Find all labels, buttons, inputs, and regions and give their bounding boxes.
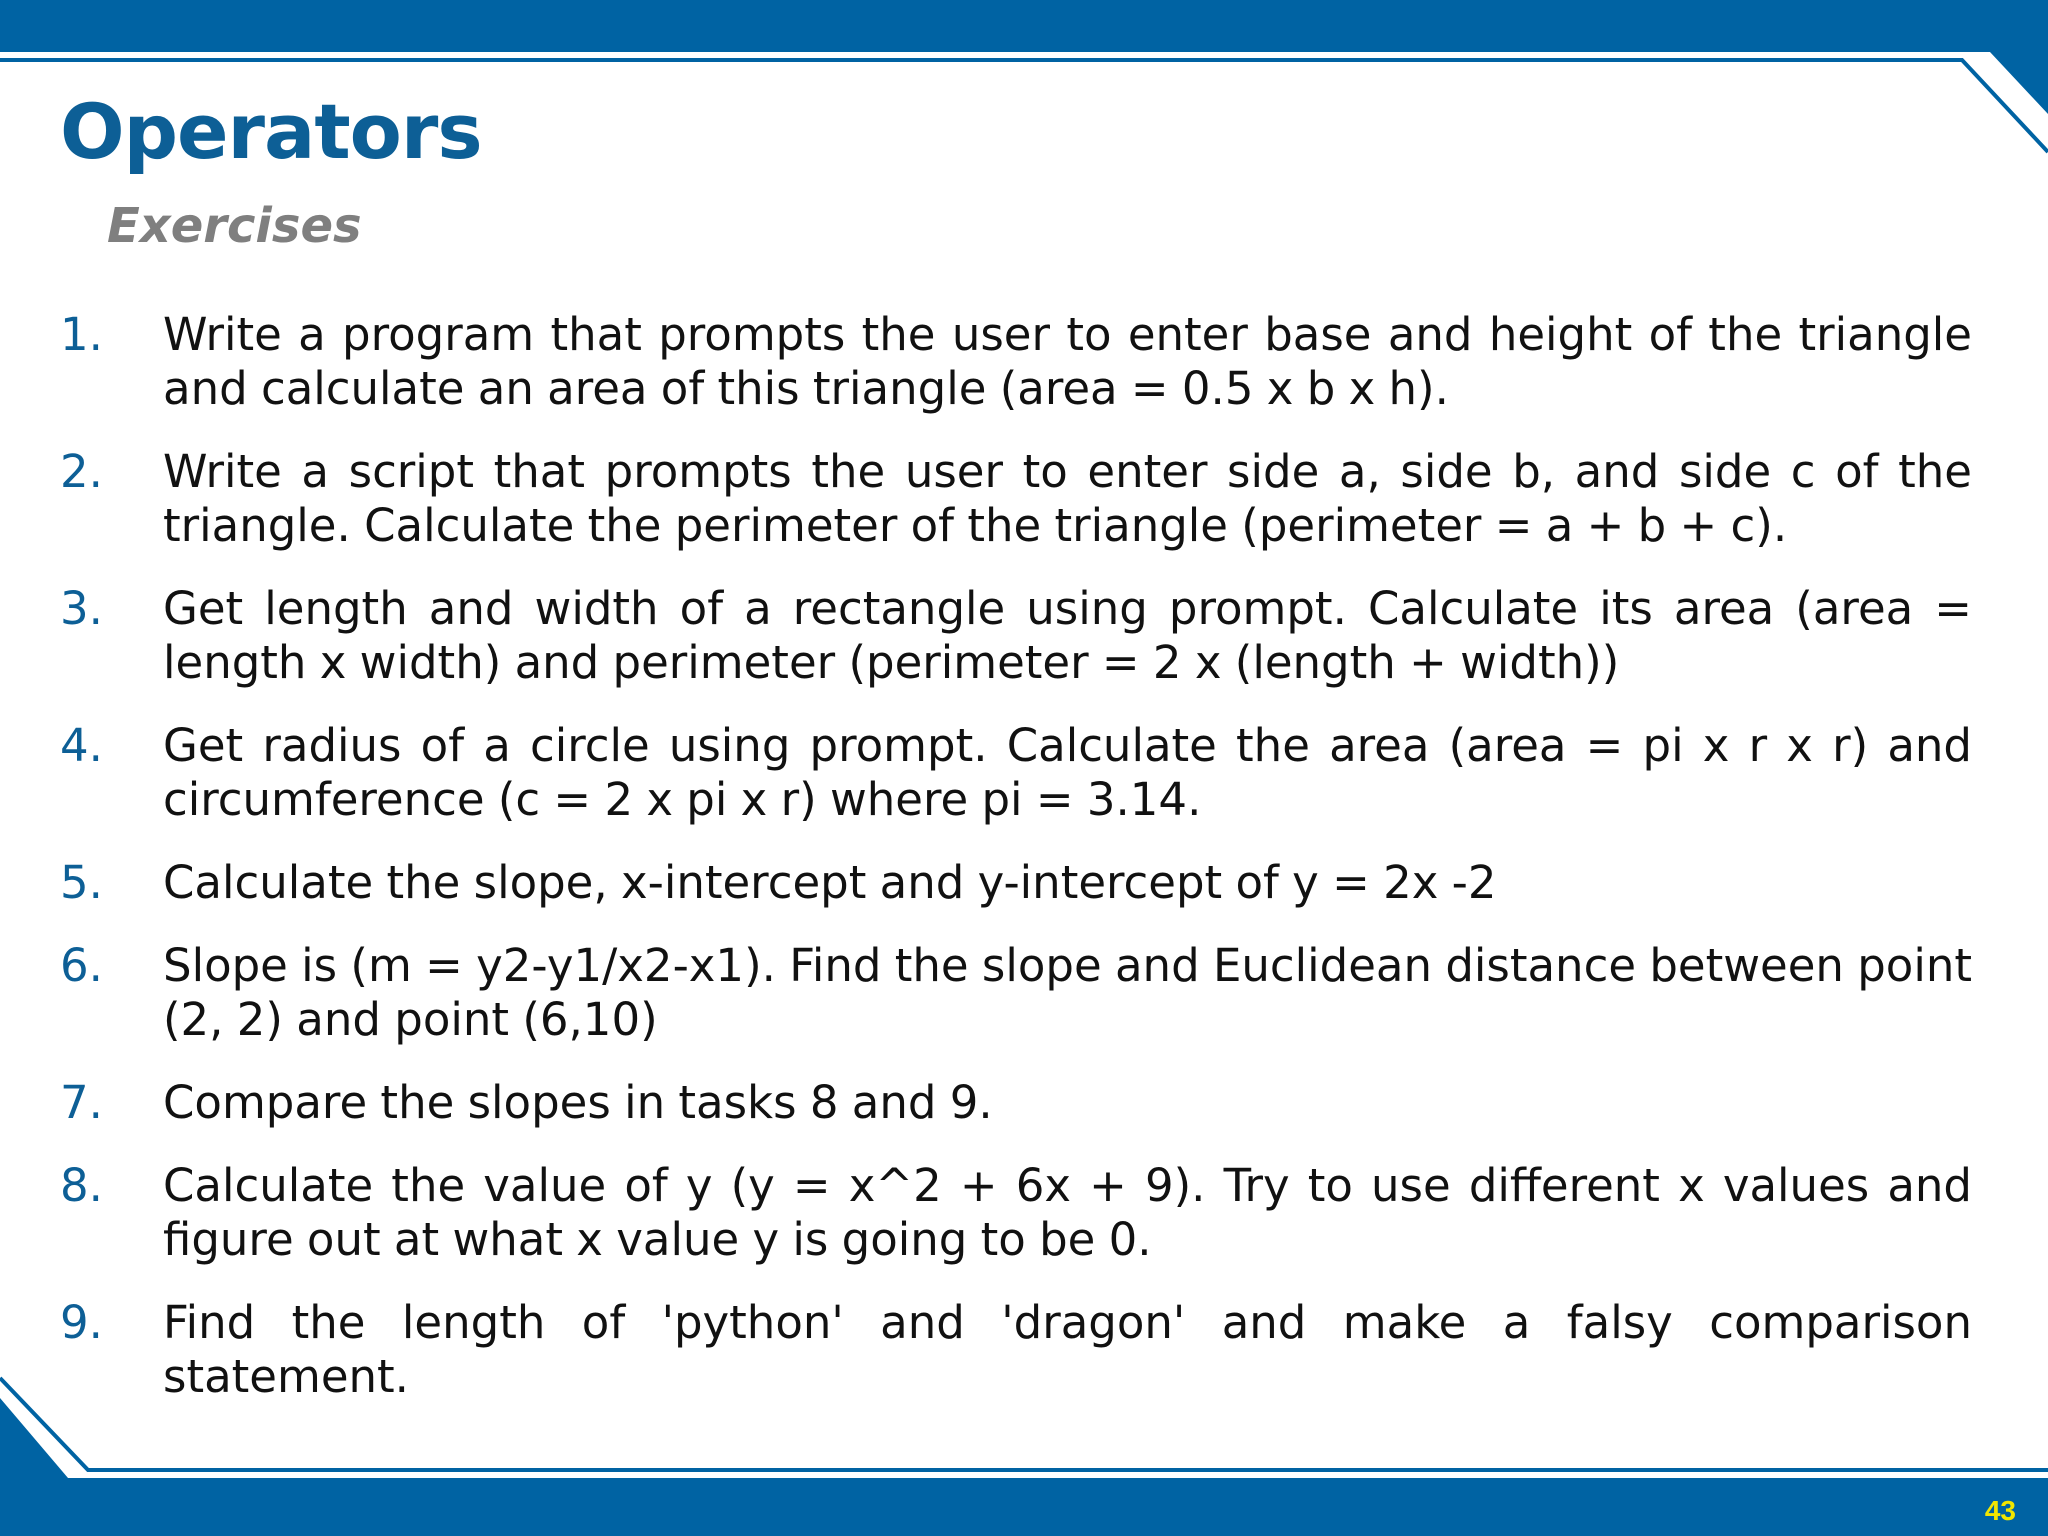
exercise-number: 6. [60,939,103,992]
exercise-text: Get radius of a circle using prompt. Calculate the area (area = pi x r x r) and circumference (c = 2 x pi x r) where pi = 3.14. [163,719,1972,826]
page-title: Operators [60,87,482,176]
exercise-number: 2. [60,445,103,498]
exercise-list [60,308,1972,1433]
exercise-text: Slope is (m = y2-y1/x2-x1). Find the slope and Euclidean distance between point (2, 2) and point (6,10) [163,939,1972,1046]
exercise-number: 9. [60,1296,103,1349]
exercise-text: Write a program that prompts the user to enter base and height of the triangle and calculate an area of this triangle (area = 0.5 x b x h). [163,308,1972,415]
exercise-text: Calculate the value of y (y = x^2 + 6x + 9). Try to use different x values and figure out at what x value y is going to be 0. [163,1159,1972,1266]
exercise-number: 7. [60,1076,103,1129]
exercise-text: Get length and width of a rectangle using prompt. Calculate its area (area = length x width) and perimeter (perimeter = 2 x (length + width)) [163,582,1972,689]
exercise-text: Compare the slopes in tasks 8 and 9. [163,1076,993,1129]
exercise-text: Write a script that prompts the user to enter side a, side b, and side c of the triangle. Calculate the perimeter of the triangle (perimeter = a + b + c). [163,445,1972,552]
exercise-item [60,1296,1972,1404]
exercise-item [60,308,1972,416]
exercise-item [60,582,1972,690]
exercise-item [60,939,1972,1047]
exercise-number: 5. [60,856,103,909]
exercise-number: 3. [60,582,103,635]
exercise-item [60,719,1972,827]
exercise-item [60,856,1972,910]
exercise-item [60,1076,1972,1130]
page-subtitle: Exercises [107,198,362,254]
exercise-number: 4. [60,719,103,772]
exercise-text: Calculate the slope, x-intercept and y-intercept of y = 2x -2 [163,856,1497,909]
exercise-number: 1. [60,308,103,361]
exercise-item [60,445,1972,553]
exercise-text: Find the length of 'python' and 'dragon' and make a falsy comparison statement. [163,1296,1972,1403]
page-number: 43 [1984,1495,2016,1526]
exercise-number: 8. [60,1159,103,1212]
exercise-item [60,1159,1972,1267]
